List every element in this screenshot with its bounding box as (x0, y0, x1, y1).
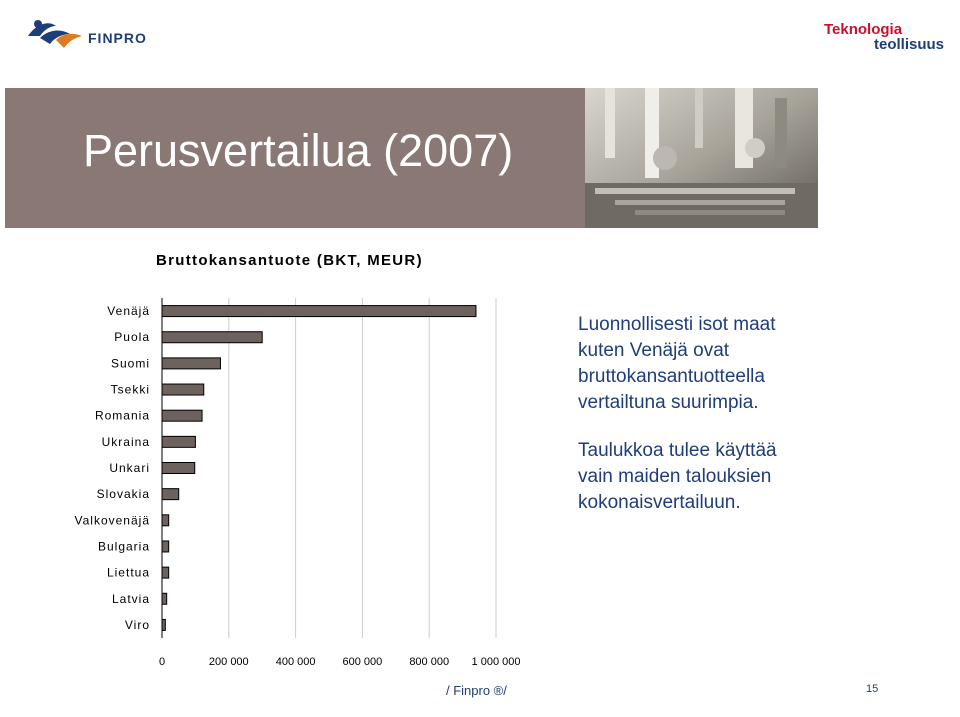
footer-text: / Finpro ®/ (446, 683, 507, 698)
bar-Viro (162, 619, 165, 630)
category-label: Slovakia (96, 487, 150, 502)
category-label: Puola (114, 330, 150, 345)
paragraph-2-line: Taulukkoa tulee käyttää (578, 440, 777, 461)
page-number: 15 (866, 683, 879, 695)
finpro-logo (26, 14, 156, 54)
bar-Valkovenäjä (162, 515, 169, 526)
category-label: Suomi (110, 356, 150, 371)
category-label: Valkovenäjä (74, 513, 150, 528)
bar-Ukraina (162, 436, 195, 447)
bar-Tsekki (162, 384, 204, 395)
gdp-bar-chart (0, 290, 560, 675)
bar-Liettua (162, 567, 169, 578)
paragraph-1-line: bruttokansantuotteella (578, 366, 765, 387)
x-tick-label: 400 000 (275, 656, 316, 668)
category-label: Tsekki (110, 382, 150, 397)
bar-Slovakia (162, 489, 179, 500)
chart-title: Bruttokansantuote (BKT, MEUR) (156, 252, 423, 269)
category-label: Venäjä (107, 304, 150, 319)
category-label: Romania (94, 408, 150, 423)
bar-Bulgaria (162, 541, 169, 552)
paragraph-1-line: Luonnollisesti isot maat (578, 314, 776, 335)
bar-Suomi (162, 358, 220, 369)
finpro-wordmark: FINPRO (88, 30, 147, 46)
x-tick-label: 800 000 (409, 656, 450, 668)
x-tick-label: 600 000 (342, 656, 383, 668)
x-tick-label: 1 000 000 (471, 656, 521, 668)
factory-photo (585, 88, 818, 228)
paragraph-2-line: kokonaisvertailuun. (578, 492, 741, 513)
category-label: Ukraina (101, 434, 150, 449)
teollisuus-wordmark: teollisuus (873, 36, 944, 53)
paragraph-1-line: vertailtuna suurimpia. (578, 392, 759, 413)
paragraph-2-line: vain maiden talouksien (578, 466, 772, 487)
category-label: Bulgaria (97, 539, 150, 554)
paragraph-1 (578, 312, 838, 416)
bar-Venäjä (162, 306, 476, 317)
x-tick-label: 0 (158, 656, 166, 668)
finpro-swallow-icon (26, 14, 84, 50)
bar-Puola (162, 332, 262, 343)
paragraph-2 (578, 438, 848, 516)
category-label: Liettua (106, 565, 150, 580)
slide-title: Perusvertailua (2007) (83, 125, 514, 176)
teknologiateollisuus-logo (824, 22, 944, 53)
bar-Unkari (162, 463, 195, 474)
category-label: Viro (124, 617, 150, 632)
teknologia-wordmark: Teknologia (823, 21, 903, 38)
category-label: Latvia (111, 591, 150, 606)
paragraph-1-line: kuten Venäjä ovat (578, 340, 730, 361)
title-banner (5, 88, 818, 228)
bar-Romania (162, 410, 202, 421)
x-tick-label: 200 000 (208, 656, 249, 668)
bar-Latvia (162, 593, 167, 604)
category-label: Unkari (109, 461, 150, 475)
